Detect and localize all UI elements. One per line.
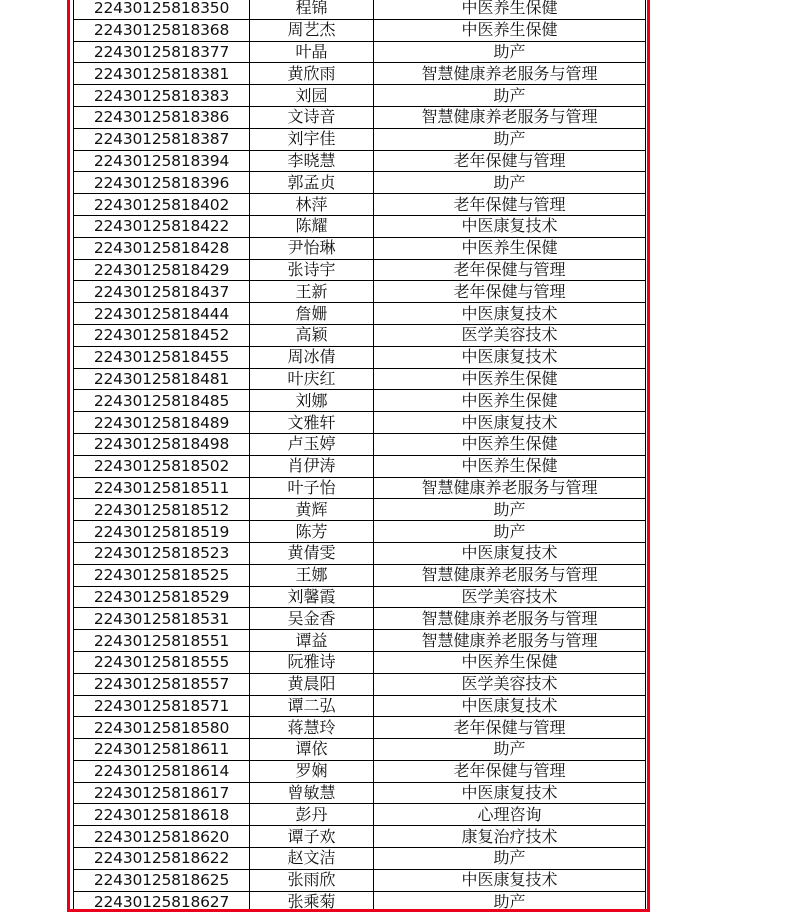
student-id-cell: 22430125818551	[74, 630, 250, 652]
student-id-cell: 22430125818529	[74, 586, 250, 608]
major-cell: 中医养生保健	[374, 237, 646, 259]
student-id-cell: 22430125818350	[74, 0, 250, 19]
student-id-cell: 22430125818444	[74, 303, 250, 325]
major-cell: 中医养生保健	[374, 390, 646, 412]
student-name-cell: 郭孟贞	[250, 172, 374, 194]
major-cell: 医学美容技术	[374, 586, 646, 608]
table-row	[74, 63, 646, 85]
student-name-cell: 詹姗	[250, 303, 374, 325]
major-cell: 中医康复技术	[374, 215, 646, 237]
table-row	[74, 346, 646, 368]
student-id-cell: 22430125818498	[74, 433, 250, 455]
table-row	[74, 237, 646, 259]
major-cell: 智慧健康养老服务与管理	[374, 630, 646, 652]
student-id-cell: 22430125818386	[74, 106, 250, 128]
student-id-cell: 22430125818428	[74, 237, 250, 259]
table-row	[74, 412, 646, 434]
student-name-cell: 黄欣雨	[250, 63, 374, 85]
table-row	[74, 848, 646, 870]
student-id-cell: 22430125818368	[74, 19, 250, 41]
student-id-cell: 22430125818381	[74, 63, 250, 85]
student-id-cell: 22430125818402	[74, 194, 250, 216]
major-cell: 康复治疗技术	[374, 826, 646, 848]
student-name-cell: 刘馨霞	[250, 586, 374, 608]
major-cell: 智慧健康养老服务与管理	[374, 477, 646, 499]
table-row	[74, 303, 646, 325]
student-name-cell: 尹怡琳	[250, 237, 374, 259]
student-id-cell: 22430125818519	[74, 521, 250, 543]
major-cell: 助产	[374, 499, 646, 521]
student-id-cell: 22430125818437	[74, 281, 250, 303]
table-row	[74, 128, 646, 150]
student-id-cell: 22430125818625	[74, 869, 250, 891]
table-row	[74, 41, 646, 63]
student-name-cell: 刘宇佳	[250, 128, 374, 150]
student-id-cell: 22430125818531	[74, 608, 250, 630]
major-cell: 智慧健康养老服务与管理	[374, 63, 646, 85]
student-name-cell: 陈耀	[250, 215, 374, 237]
student-name-cell: 罗娴	[250, 760, 374, 782]
student-name-cell: 刘娜	[250, 390, 374, 412]
major-cell: 医学美容技术	[374, 324, 646, 346]
table-row	[74, 390, 646, 412]
student-name-cell: 文诗音	[250, 106, 374, 128]
table-row	[74, 150, 646, 172]
table-row	[74, 281, 646, 303]
major-cell: 中医养生保健	[374, 0, 646, 19]
major-cell: 中医康复技术	[374, 412, 646, 434]
student-id-cell: 22430125818452	[74, 324, 250, 346]
major-cell: 中医养生保健	[374, 19, 646, 41]
student-name-cell: 谭依	[250, 739, 374, 761]
highlight-frame	[67, 0, 650, 912]
table-row	[74, 368, 646, 390]
table-row	[74, 172, 646, 194]
student-id-cell: 22430125818580	[74, 717, 250, 739]
table-row	[74, 586, 646, 608]
student-name-cell: 王新	[250, 281, 374, 303]
table-row	[74, 695, 646, 717]
major-cell: 心理咨询	[374, 804, 646, 826]
student-name-cell: 林萍	[250, 194, 374, 216]
student-id-cell: 22430125818383	[74, 85, 250, 107]
student-id-cell: 22430125818620	[74, 826, 250, 848]
table-row	[74, 760, 646, 782]
student-name-cell: 周冰倩	[250, 346, 374, 368]
student-name-cell: 张雨欣	[250, 869, 374, 891]
student-name-cell: 卢玉婷	[250, 433, 374, 455]
table-row	[74, 324, 646, 346]
major-cell: 助产	[374, 848, 646, 870]
major-cell: 中医康复技术	[374, 869, 646, 891]
student-name-cell: 张诗宇	[250, 259, 374, 281]
major-cell: 老年保健与管理	[374, 150, 646, 172]
student-id-cell: 22430125818512	[74, 499, 250, 521]
student-id-cell: 22430125818525	[74, 564, 250, 586]
table-row	[74, 433, 646, 455]
student-name-cell: 文雅轩	[250, 412, 374, 434]
student-name-cell: 谭益	[250, 630, 374, 652]
major-cell: 老年保健与管理	[374, 760, 646, 782]
major-cell: 老年保健与管理	[374, 259, 646, 281]
major-cell: 助产	[374, 739, 646, 761]
student-id-cell: 22430125818502	[74, 455, 250, 477]
major-cell: 老年保健与管理	[374, 717, 646, 739]
student-id-cell: 22430125818611	[74, 739, 250, 761]
major-cell: 助产	[374, 128, 646, 150]
major-cell: 助产	[374, 891, 646, 912]
major-cell: 老年保健与管理	[374, 281, 646, 303]
major-cell: 中医养生保健	[374, 368, 646, 390]
table-row	[74, 739, 646, 761]
table-row	[74, 521, 646, 543]
student-name-cell: 赵文洁	[250, 848, 374, 870]
student-name-cell: 叶晶	[250, 41, 374, 63]
student-id-cell: 22430125818627	[74, 891, 250, 912]
student-id-cell: 22430125818387	[74, 128, 250, 150]
table-row	[74, 215, 646, 237]
table-row	[74, 804, 646, 826]
table-row	[74, 194, 646, 216]
student-table	[73, 0, 646, 912]
student-id-cell: 22430125818396	[74, 172, 250, 194]
major-cell: 中医养生保健	[374, 651, 646, 673]
table-row	[74, 717, 646, 739]
student-id-cell: 22430125818511	[74, 477, 250, 499]
major-cell: 助产	[374, 85, 646, 107]
student-name-cell: 吴金香	[250, 608, 374, 630]
table-row	[74, 106, 646, 128]
major-cell: 中医康复技术	[374, 346, 646, 368]
major-cell: 助产	[374, 41, 646, 63]
major-cell: 助产	[374, 521, 646, 543]
student-name-cell: 彭丹	[250, 804, 374, 826]
table-body	[74, 0, 646, 912]
student-name-cell: 王娜	[250, 564, 374, 586]
student-name-cell: 叶子怡	[250, 477, 374, 499]
table-row	[74, 19, 646, 41]
major-cell: 中医康复技术	[374, 542, 646, 564]
table-row	[74, 542, 646, 564]
student-id-cell: 22430125818622	[74, 848, 250, 870]
student-name-cell: 叶庆红	[250, 368, 374, 390]
student-name-cell: 谭二弘	[250, 695, 374, 717]
major-cell: 智慧健康养老服务与管理	[374, 608, 646, 630]
student-id-cell: 22430125818455	[74, 346, 250, 368]
major-cell: 中医康复技术	[374, 695, 646, 717]
student-id-cell: 22430125818557	[74, 673, 250, 695]
student-name-cell: 黄晨阳	[250, 673, 374, 695]
student-name-cell: 肖伊涛	[250, 455, 374, 477]
student-name-cell: 周艺杰	[250, 19, 374, 41]
major-cell: 中医康复技术	[374, 303, 646, 325]
table-row	[74, 259, 646, 281]
table-row	[74, 869, 646, 891]
student-id-cell: 22430125818377	[74, 41, 250, 63]
table-row	[74, 477, 646, 499]
table-row	[74, 499, 646, 521]
major-cell: 医学美容技术	[374, 673, 646, 695]
table-row	[74, 455, 646, 477]
table-row	[74, 564, 646, 586]
student-id-cell: 22430125818429	[74, 259, 250, 281]
table-row	[74, 651, 646, 673]
student-name-cell: 黄辉	[250, 499, 374, 521]
table-row	[74, 891, 646, 912]
major-cell: 智慧健康养老服务与管理	[374, 564, 646, 586]
table-row	[74, 673, 646, 695]
student-id-cell: 22430125818485	[74, 390, 250, 412]
student-name-cell: 张乘菊	[250, 891, 374, 912]
major-cell: 助产	[374, 172, 646, 194]
table-row	[74, 826, 646, 848]
student-id-cell: 22430125818481	[74, 368, 250, 390]
student-name-cell: 曾敏慧	[250, 782, 374, 804]
student-id-cell: 22430125818614	[74, 760, 250, 782]
student-name-cell: 蒋慧玲	[250, 717, 374, 739]
student-id-cell: 22430125818618	[74, 804, 250, 826]
table-row	[74, 782, 646, 804]
student-id-cell: 22430125818394	[74, 150, 250, 172]
student-name-cell: 李晓慧	[250, 150, 374, 172]
student-name-cell: 谭子欢	[250, 826, 374, 848]
student-name-cell: 高颖	[250, 324, 374, 346]
major-cell: 智慧健康养老服务与管理	[374, 106, 646, 128]
student-name-cell: 程锦	[250, 0, 374, 19]
major-cell: 中医养生保健	[374, 455, 646, 477]
table-row	[74, 0, 646, 19]
student-id-cell: 22430125818523	[74, 542, 250, 564]
student-name-cell: 刘园	[250, 85, 374, 107]
table-row	[74, 85, 646, 107]
table-row	[74, 630, 646, 652]
major-cell: 中医养生保健	[374, 433, 646, 455]
student-id-cell: 22430125818571	[74, 695, 250, 717]
major-cell: 老年保健与管理	[374, 194, 646, 216]
table-row	[74, 608, 646, 630]
student-name-cell: 黄倩雯	[250, 542, 374, 564]
student-name-cell: 阮雅诗	[250, 651, 374, 673]
major-cell: 中医康复技术	[374, 782, 646, 804]
student-id-cell: 22430125818617	[74, 782, 250, 804]
student-id-cell: 22430125818422	[74, 215, 250, 237]
student-name-cell: 陈芳	[250, 521, 374, 543]
student-id-cell: 22430125818555	[74, 651, 250, 673]
student-id-cell: 22430125818489	[74, 412, 250, 434]
